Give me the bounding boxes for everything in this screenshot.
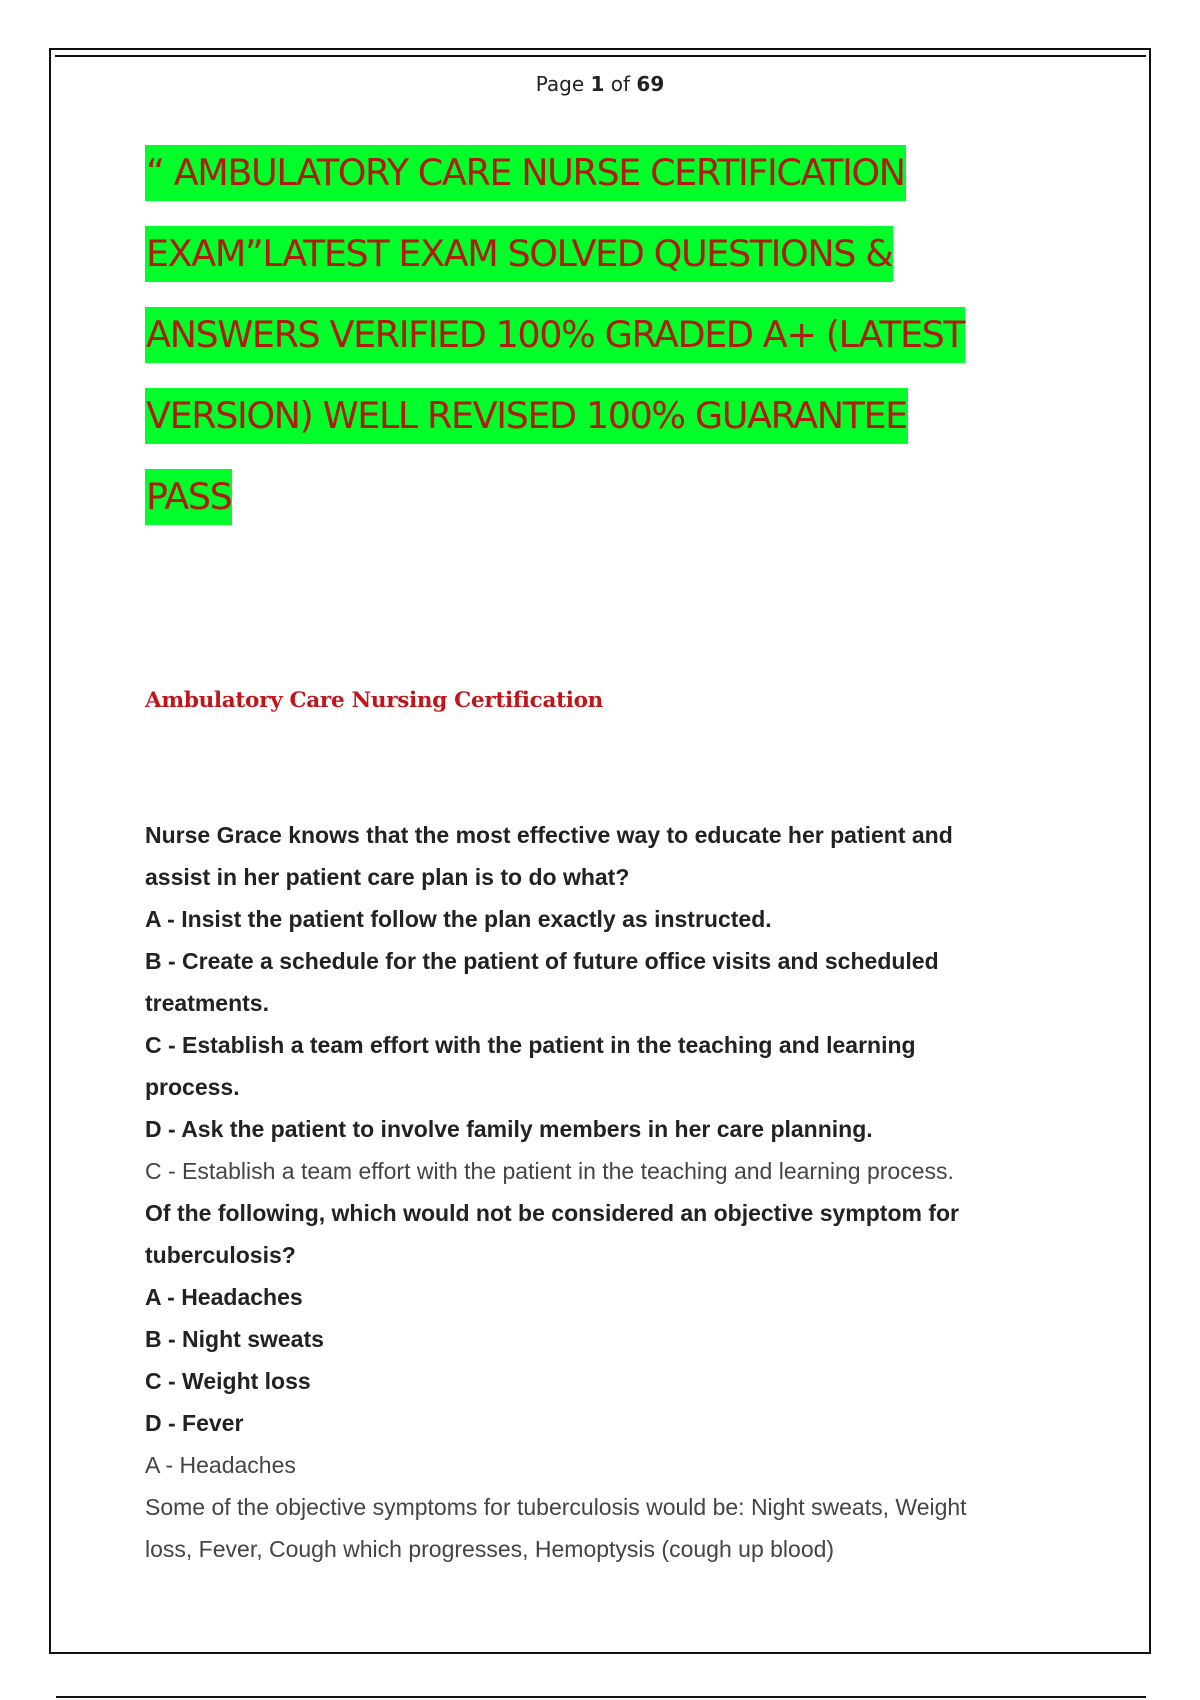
answer-line: C - Establish a team effort with the patient in the teaching and learning process.: [145, 1158, 954, 1184]
question-line: D - Ask the patient to involve family members in her care planning.: [145, 1116, 873, 1142]
answer-line: A - Headaches: [145, 1452, 296, 1478]
question-answer-content: [145, 814, 1045, 1570]
title-line: ANSWERS VERIFIED 100% GRADED A+ (LATEST: [145, 307, 965, 363]
question-line: C - Weight loss: [145, 1368, 311, 1394]
question-line: tuberculosis?: [145, 1242, 296, 1268]
page-current: 1: [590, 72, 605, 96]
section-heading: Ambulatory Care Nursing Certification: [145, 688, 603, 713]
question-line: B - Create a schedule for the patient of future office visits and scheduled: [145, 948, 939, 974]
document-title: [145, 145, 1065, 550]
page-prefix: Page: [535, 72, 585, 96]
page-number: [0, 72, 1200, 96]
page-top-rule: [55, 55, 1146, 57]
question-line: Nurse Grace knows that the most effective way to educate her patient and: [145, 822, 953, 848]
question-line: process.: [145, 1074, 240, 1100]
question-line: treatments.: [145, 990, 269, 1016]
title-line: “ AMBULATORY CARE NURSE CERTIFICATION: [145, 145, 906, 201]
answer-line: Some of the objective symptoms for tuberculosis would be: Night sweats, Weight: [145, 1494, 967, 1520]
question-line: Of the following, which would not be considered an objective symptom for: [145, 1200, 959, 1226]
question-line: A - Insist the patient follow the plan exactly as instructed.: [145, 906, 772, 932]
question-line: B - Night sweats: [145, 1326, 324, 1352]
page-of: of: [610, 72, 631, 96]
title-line: EXAM”LATEST EXAM SOLVED QUESTIONS &: [145, 226, 893, 282]
answer-line: loss, Fever, Cough which progresses, Hemoptysis (cough up blood): [145, 1536, 835, 1562]
question-line: C - Establish a team effort with the patient in the teaching and learning: [145, 1032, 916, 1058]
bottom-rule: [56, 1696, 1146, 1698]
page-total: 69: [636, 72, 665, 96]
title-line: PASS: [145, 469, 232, 525]
question-line: assist in her patient care plan is to do what?: [145, 864, 630, 890]
question-line: D - Fever: [145, 1410, 244, 1436]
title-line: VERSION) WELL REVISED 100% GUARANTEE: [145, 388, 908, 444]
question-line: A - Headaches: [145, 1284, 303, 1310]
